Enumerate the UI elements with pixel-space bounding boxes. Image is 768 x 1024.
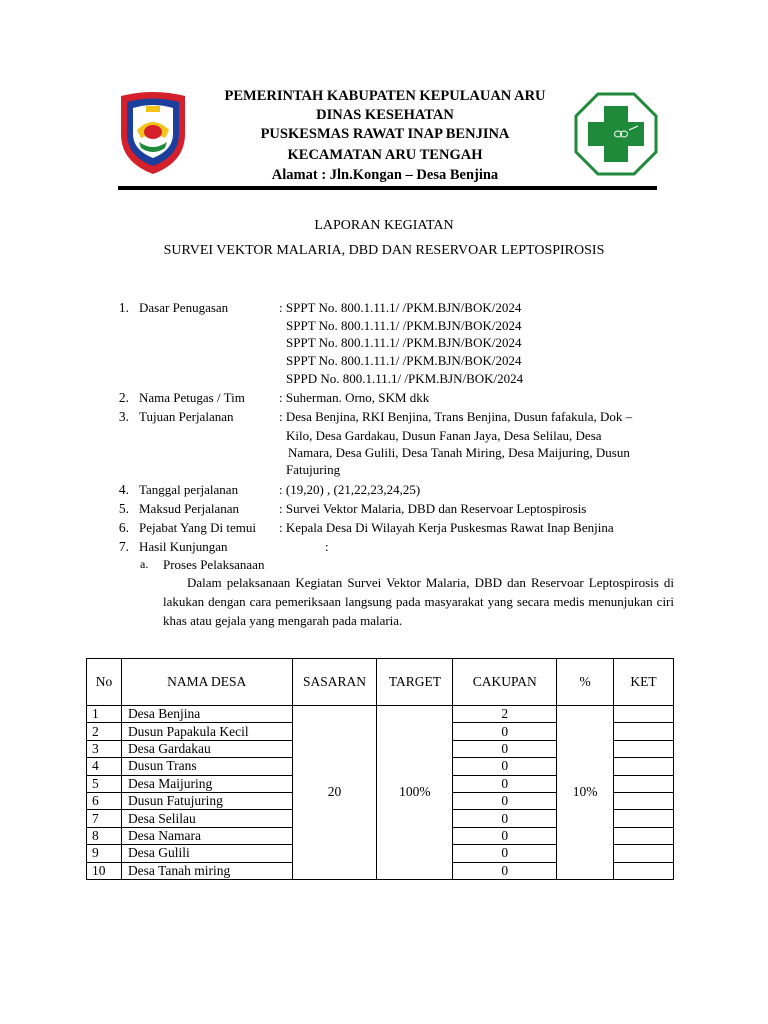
cell-cakupan: 0	[453, 758, 557, 775]
cell-no: 10	[87, 862, 122, 879]
table-row	[87, 706, 674, 723]
item-value-line: Namara, Desa Gulili, Desa Tanah Miring, Desa Maijuring, Dusun	[288, 445, 630, 460]
proses-paragraph: Dalam pelaksanaan Kegiatan Survei Vektor Malaria, DBD dan Reservoar Leptospirosis di lakukan dengan cara pemeriksaan langsung pada masyarakat yang secara medis menunjukan ciri khas atau gejala yang mengarah pada malaria.	[163, 575, 674, 628]
report-subtitle: SURVEI VEKTOR MALARIA, DBD DAN RESERVOAR LEPTOSPIROSIS	[163, 243, 605, 258]
subitem-label: Proses Pelaksanaan	[163, 557, 265, 572]
subitem-letter: a.	[140, 557, 149, 571]
report-title: LAPORAN KEGIATAN	[314, 218, 454, 233]
item-number: 4.	[118, 482, 129, 497]
item-value: : Survei Vektor Malaria, DBD dan Reservoar Leptospirosis	[279, 501, 587, 516]
cell-cakupan: 0	[453, 775, 557, 792]
cell-no: 4	[87, 758, 122, 775]
item-number: 6.	[118, 520, 129, 535]
table-header-row	[87, 659, 674, 706]
cell-ket	[614, 723, 674, 740]
item-value: : Suherman. Orno, SKM dkk	[279, 390, 430, 405]
cell-nama-desa: Desa Selilau	[121, 810, 292, 827]
cell-ket	[614, 845, 674, 862]
cell-ket	[614, 862, 674, 879]
item-value: : (19,20) , (21,22,23,24,25)	[279, 482, 421, 497]
header-address: Alamat : Jln.Kongan – Desa Benjina	[271, 167, 499, 183]
item-number: 1.	[118, 300, 129, 315]
letterhead-divider	[118, 186, 657, 190]
item-number: 2.	[118, 390, 129, 405]
cell-target: 100%	[377, 706, 453, 880]
cell-cakupan: 2	[453, 706, 557, 723]
item-value: : Kepala Desa Di Wilayah Kerja Puskesmas Rawat Inap Benjina	[279, 520, 614, 535]
cell-nama-desa: Desa Maijuring	[121, 775, 292, 792]
cell-no: 9	[87, 845, 122, 862]
header-puskesmas: PUSKESMAS RAWAT INAP BENJINA	[260, 126, 510, 142]
item-label: Nama Petugas / Tim	[139, 390, 245, 405]
col-header-target: TARGET	[377, 659, 453, 706]
header-kecamatan: KECAMATAN ARU TENGAH	[287, 147, 483, 163]
cell-cakupan: 0	[453, 740, 557, 757]
cell-nama-desa: Dusun Fatujuring	[121, 792, 292, 809]
item-label: Maksud Perjalanan	[139, 501, 240, 516]
cell-cakupan: 0	[453, 827, 557, 844]
cell-nama-desa: Dusun Trans	[121, 758, 292, 775]
item-value-line: Kilo, Desa Gardakau, Dusun Fanan Jaya, Desa Selilau, Desa	[286, 428, 602, 443]
cell-no: 3	[87, 740, 122, 757]
item-value-line: SPPT No. 800.1.11.1/ /PKM.BJN/BOK/2024	[286, 318, 522, 333]
item-label: Tanggal perjalanan	[139, 482, 239, 497]
cell-cakupan: 0	[453, 810, 557, 827]
kabupaten-crest-logo	[115, 90, 191, 176]
item-label: Dasar Penugasan	[139, 300, 229, 315]
header-dinas: DINAS KESEHATAN	[316, 107, 454, 123]
cell-no: 8	[87, 827, 122, 844]
cell-no: 2	[87, 723, 122, 740]
cell-nama-desa: Dusun Papakula Kecil	[121, 723, 292, 740]
cell-no: 5	[87, 775, 122, 792]
cell-sasaran: 20	[292, 706, 377, 880]
cell-nama-desa: Desa Namara	[121, 827, 292, 844]
cell-cakupan: 0	[453, 792, 557, 809]
cell-no: 7	[87, 810, 122, 827]
col-header-no: No	[87, 659, 122, 706]
item-label: Hasil Kunjungan	[139, 539, 228, 554]
header-government: PEMERINTAH KABUPATEN KEPULAUAN ARU	[224, 88, 546, 104]
cell-no: 6	[87, 792, 122, 809]
cell-cakupan: 0	[453, 862, 557, 879]
cell-persen: 10%	[557, 706, 614, 880]
item-label: Pejabat Yang Di temui	[139, 520, 256, 535]
item-number: 5.	[118, 501, 129, 516]
puskesmas-cross-logo	[574, 92, 658, 176]
cell-ket	[614, 792, 674, 809]
col-header-ket: KET	[614, 659, 674, 706]
survey-results-table	[86, 658, 674, 880]
item-value-line: Fatujuring	[286, 462, 341, 477]
item-value-line: SPPT No. 800.1.11.1/ /PKM.BJN/BOK/2024	[286, 353, 522, 368]
item-value-line: SPPT No. 800.1.11.1/ /PKM.BJN/BOK/2024	[286, 335, 522, 350]
cell-nama-desa: Desa Benjina	[121, 706, 292, 723]
cell-ket	[614, 827, 674, 844]
col-header-nama-desa: NAMA DESA	[121, 659, 292, 706]
item-number: 3.	[118, 409, 129, 424]
col-header-cakupan: CAKUPAN	[453, 659, 557, 706]
cell-ket	[614, 706, 674, 723]
cell-nama-desa: Desa Gulili	[121, 845, 292, 862]
cell-cakupan: 0	[453, 723, 557, 740]
item-value: : Desa Benjina, RKI Benjina, Trans Benjina, Dusun fafakula, Dok –	[279, 409, 633, 424]
cell-ket	[614, 740, 674, 757]
item-label: Tujuan Perjalanan	[139, 409, 234, 424]
cell-cakupan: 0	[453, 845, 557, 862]
col-header-persen: %	[557, 659, 614, 706]
cell-no: 1	[87, 706, 122, 723]
cell-ket	[614, 810, 674, 827]
cell-nama-desa: Desa Gardakau	[121, 740, 292, 757]
item-value-line: SPPD No. 800.1.11.1/ /PKM.BJN/BOK/2024	[286, 371, 524, 386]
item-value: : SPPT No. 800.1.11.1/ /PKM.BJN/BOK/2024	[279, 300, 522, 315]
item-number: 7.	[118, 539, 129, 554]
cell-ket	[614, 758, 674, 775]
cell-nama-desa: Desa Tanah miring	[121, 862, 292, 879]
item-value: :	[325, 539, 329, 554]
col-header-sasaran: SASARAN	[292, 659, 377, 706]
cell-ket	[614, 775, 674, 792]
